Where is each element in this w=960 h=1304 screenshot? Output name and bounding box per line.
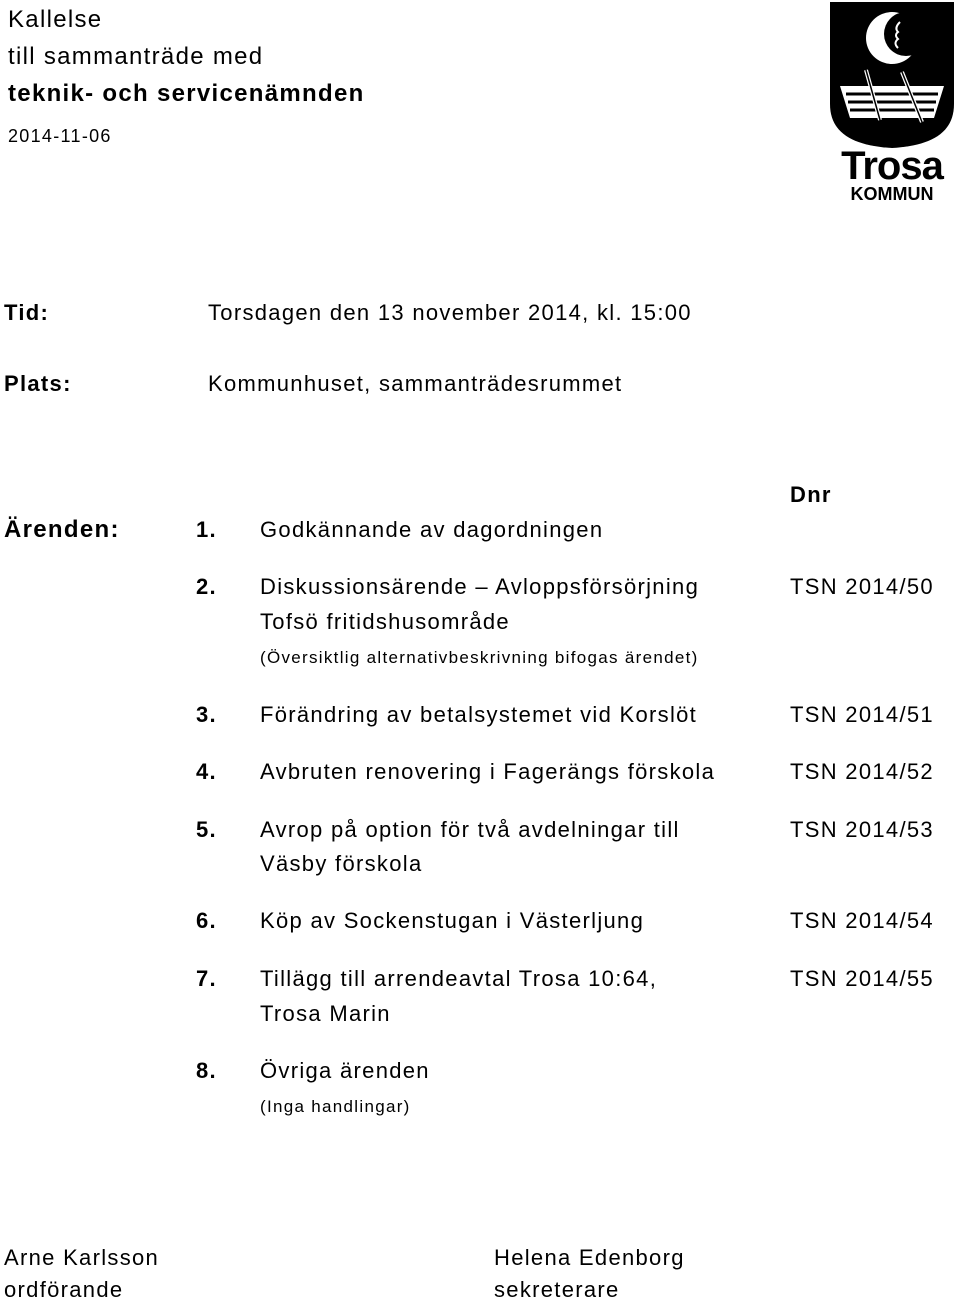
logo-subtext: KOMMUN xyxy=(850,184,934,204)
agenda-item-title: Köp av Sockenstugan i Västerljung xyxy=(260,908,645,933)
agenda-item-title-continued: Tofsö fritidshusområde xyxy=(260,609,510,634)
dnr-header: Dnr xyxy=(790,482,832,507)
agenda-item-number: 4. xyxy=(196,759,217,784)
agenda-item-title: Diskussionsärende – Avloppsförsörjning xyxy=(260,574,700,599)
agenda-item-title-continued: Väsby förskola xyxy=(260,851,423,876)
agenda-item-title-continued: Trosa Marin xyxy=(260,1001,391,1026)
agenda-item-number: 7. xyxy=(196,966,217,991)
time-value: Torsdagen den 13 november 2014, kl. 15:00 xyxy=(208,300,692,325)
agenda-label: Ärenden: xyxy=(4,516,120,543)
agenda-item-title: Övriga ärenden xyxy=(260,1058,430,1083)
secretary-name: Helena Edenborg xyxy=(494,1245,685,1270)
agenda-item-number: 1. xyxy=(196,517,217,542)
agenda-item-number: 8. xyxy=(196,1058,217,1083)
agenda-item-dnr: TSN 2014/54 xyxy=(790,908,934,933)
agenda-item-title: Tillägg till arrendeavtal Trosa 10:64, xyxy=(260,966,658,991)
agenda-item-dnr: TSN 2014/55 xyxy=(790,966,934,991)
agenda-item-number: 6. xyxy=(196,908,217,933)
agenda-item-dnr: TSN 2014/51 xyxy=(790,702,934,727)
agenda-item-number: 3. xyxy=(196,702,217,727)
place-value: Kommunhuset, sammanträdesrummet xyxy=(208,371,623,396)
chair-name: Arne Karlsson xyxy=(4,1245,160,1270)
trosa-kommun-logo xyxy=(826,0,958,210)
agenda-item-title: Förändring av betalsystemet vid Korslöt xyxy=(260,702,698,727)
agenda-item-title: Godkännande av dagordningen xyxy=(260,517,604,542)
agenda-item-number: 5. xyxy=(196,817,217,842)
agenda-item-dnr: TSN 2014/53 xyxy=(790,817,934,842)
logo-wordmark: Trosa xyxy=(841,144,943,188)
agenda-item-number: 2. xyxy=(196,574,217,599)
agenda-item-dnr: TSN 2014/52 xyxy=(790,759,934,784)
place-label: Plats: xyxy=(4,371,72,396)
document-subtitle: till sammanträde med xyxy=(8,43,264,70)
agenda-item-title: Avbruten renovering i Fagerängs förskola xyxy=(260,759,716,784)
document-title: Kallelse xyxy=(8,6,103,33)
agenda-item-dnr: TSN 2014/50 xyxy=(790,574,934,599)
committee-name: teknik- och servicenämnden xyxy=(8,80,365,107)
agenda-item-note: (Inga handlingar) xyxy=(260,1097,411,1116)
chair-role: ordförande xyxy=(4,1277,124,1302)
document-date: 2014-11-06 xyxy=(8,126,112,146)
agenda-item-note: (Översiktlig alternativbeskrivning bifogas ärendet) xyxy=(260,648,699,667)
time-label: Tid: xyxy=(4,300,50,325)
secretary-role: sekreterare xyxy=(494,1277,620,1302)
agenda-item-title: Avrop på option för två avdelningar till xyxy=(260,817,680,842)
